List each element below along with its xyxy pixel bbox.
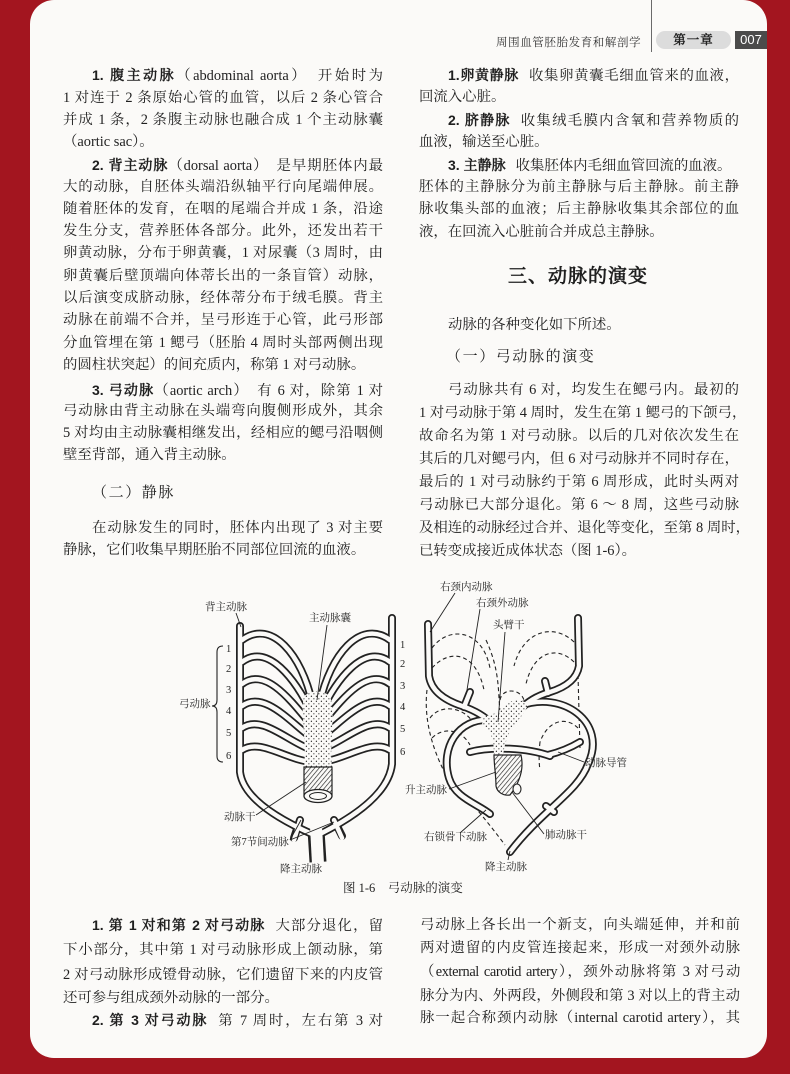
subheading-veins: （二）静脉	[92, 485, 176, 501]
line-text: （dorsal aorta） 是早期胚体内最	[168, 158, 383, 174]
arch-number: 3	[400, 681, 406, 692]
paragraph-line: 故命名为第 1 对弓动脉。以后的几对依次发生在	[419, 428, 739, 444]
paragraph-line: （aortic sac）。	[63, 134, 154, 150]
arch-number: 5	[226, 728, 232, 739]
chapter-badge: 第一章	[656, 31, 731, 49]
paragraph-line	[448, 110, 739, 130]
arch-number: 1	[226, 644, 232, 655]
term-label: 2. 背主动脉	[92, 157, 169, 173]
section-intro: 动脉的各种变化如下所述。	[448, 317, 621, 333]
label-right-internal-carotid: 右颈内动脉	[440, 582, 493, 593]
paragraph-line: 脉分为内、外两段，外侧段和第 3 对以上的背主动	[420, 988, 740, 1004]
paragraph-line: 其后的几对鳃弓内，但 6 对弓动脉并不同时存在，	[419, 451, 739, 467]
term-label: 1. 腹主动脉	[92, 67, 177, 83]
header-divider	[651, 0, 652, 52]
page-number: 007	[735, 31, 767, 49]
paragraph-line: 1 对连于 2 条原始心管的血管，以后 2 条心管合	[63, 90, 383, 106]
running-header-title: 周围血管胚胎发育和解剖学	[496, 35, 642, 49]
figure-caption: 图 1-6 弓动脉的演变	[343, 881, 463, 895]
paragraph-line: 脉一起合称颈内动脉（internal carotid artery），其	[420, 1010, 740, 1026]
paragraph-line: 发生分支，营养胚体各部分。此外，还发出若干	[63, 223, 383, 239]
term-label: 3. 弓动脉	[92, 382, 155, 398]
line-text: 收集绒毛膜内含氧和营养物质的	[520, 113, 739, 129]
paragraph-line: 已转变成接近成体状态（图 1-6）。	[419, 543, 637, 559]
paragraph-line: 在动脉发生的同时，胚体内出现了 3 对主要	[92, 520, 383, 536]
paragraph-line: 脉收集头部的血液；后主静脉收集其余部位的血	[419, 201, 739, 217]
line-text: （aortic arch） 有 6 对，除第 1 对	[154, 383, 383, 399]
paragraph-line: 胚体的主静脉分为前主静脉与后主静脉。前主静	[419, 179, 739, 195]
arch-number: 1	[400, 640, 406, 651]
figure-aortic-arch-evolution	[170, 572, 640, 882]
label-truncus-arteriosus: 动脉干	[224, 812, 256, 823]
term-label: 2. 脐静脉	[448, 112, 511, 128]
label-aortic-arches: 弓动脉	[179, 699, 211, 710]
label-ascending-aorta: 升主动脉	[405, 785, 447, 796]
paragraph-line: 下小部分，其中第 1 对弓动脉形成上颌动脉，第	[63, 942, 383, 958]
arch-number: 2	[400, 659, 406, 670]
paragraph-line: 1 对弓动脉于第 4 周时，发生在第 1 鳃弓的下颌弓，	[419, 405, 747, 421]
truncus-opening	[304, 790, 332, 803]
section-heading: 三、动脉的演变	[508, 266, 649, 287]
paragraph-line: 的圆柱状突起）的间充质内，称第 1 对弓动脉。	[63, 357, 366, 373]
paragraph-line	[92, 915, 383, 935]
paragraph-line	[448, 155, 739, 175]
paragraph-line: 两对遗留的内皮管连接起来，形成一对颈外动脉	[420, 940, 740, 956]
arch-number: 3	[226, 685, 232, 696]
paragraph-line: 弓动脉上各长出一个新支，向头端延伸，并和前	[420, 917, 740, 933]
label-pulmonary-trunk: 肺动脉干	[545, 830, 587, 841]
paragraph-line: 还可参与组成颈外动脉的一部分。	[63, 990, 279, 1006]
line-text: 大部分退化，留	[275, 918, 383, 934]
paragraph-line: 并成 1 条，2 条腹主动脉也融合成 1 个主动脉囊	[63, 112, 383, 128]
paragraph-line	[92, 380, 383, 400]
label-descending-aorta: 降主动脉	[280, 864, 322, 875]
term-label: 1.卵黄静脉	[448, 67, 519, 83]
paragraph-line	[448, 65, 739, 85]
paragraph-line: 大的动脉，自胚体头端沿纵轴平行向尾端伸展。	[63, 179, 383, 195]
arch-number: 4	[400, 702, 406, 713]
line-text: 收集胚体内毛细血管回流的血液。	[515, 158, 732, 174]
paragraph-line	[92, 155, 383, 175]
paragraph-line: 分血管埋在第 1 鳃弓（胚胎 4 周时头部两侧出现	[63, 335, 383, 351]
label-descending-aorta: 降主动脉	[485, 862, 527, 873]
paragraph-line: 卵黄动脉，分布于卵黄囊，1 对尿囊（3 周时，由	[63, 245, 383, 261]
paragraph-line: 以后演变成脐动脉，经体蒂分布于绒毛膜。背主	[63, 290, 383, 306]
label-right-subclavian: 右锁骨下动脉	[424, 832, 487, 843]
paragraph-line: 回流入心脏。	[419, 89, 506, 105]
paragraph-line: （external carotid artery），颈外动脉将第 3 对弓动	[420, 964, 740, 980]
arch-number: 6	[400, 747, 406, 758]
label-ductus-arteriosus: 动脉导管	[585, 758, 627, 769]
paragraph-line: 2 对弓动脉形成镫骨动脉，它们遗留下来的内皮管	[63, 967, 383, 983]
paragraph-line: 最后的 1 对弓动脉约于第 6 周形成，此时头两对	[419, 474, 739, 490]
arch-number: 6	[226, 751, 232, 762]
arch-number: 5	[400, 724, 406, 735]
paragraph-line: 血液，输送至心脏。	[419, 134, 549, 150]
brace	[212, 646, 223, 762]
right-common-carotid	[428, 624, 492, 724]
term-label: 2. 第 3 对弓动脉	[92, 1012, 209, 1028]
arch-number: 4	[226, 706, 232, 717]
term-label: 3. 主静脉	[448, 157, 506, 173]
vessel-outlines	[428, 618, 593, 852]
aortic-sac	[303, 692, 333, 769]
label-seventh-intersegmental: 第7节间动脉	[231, 837, 289, 848]
line-text: 第 7 周时，左右第 3 对	[218, 1013, 383, 1029]
paragraph-line: 弓动脉共有 6 对，均发生在鳃弓内。最初的	[448, 382, 739, 398]
paragraph-line: 随着胚体的发育，在咽的尾端合并成 1 条，沿途	[63, 201, 383, 217]
paragraph-line: 弓动脉由背主动脉在头端弯向腹侧形成外，其余	[63, 403, 383, 419]
label-aortic-sac: 主动脉囊	[309, 613, 351, 624]
label-brachiocephalic-trunk: 头臂干	[493, 620, 525, 631]
vessel-cut-end	[513, 784, 521, 794]
paragraph-line: 壁至背部，通入背主动脉。	[63, 447, 236, 463]
paragraph-line	[92, 1010, 383, 1030]
paragraph-line: 动脉在前端不合并，呈弓形连于心管，此弓形部	[63, 312, 383, 328]
term-label: 1. 第 1 对和第 2 对弓动脉	[92, 917, 266, 933]
early-stage-diagram	[179, 600, 406, 875]
late-stage-diagram	[405, 580, 627, 873]
paragraph-line: 卵黄囊后壁顶端向体蒂长出的一条盲管）动脉，	[63, 268, 383, 284]
line-text: （abdominal aorta） 开始时为	[176, 68, 383, 84]
paragraph-line: 弓动脉已大部分退化。第 6 ～ 8 周，这些弓动脉	[419, 497, 739, 513]
paragraph-line	[92, 65, 383, 85]
line-text: 收集卵黄囊毛细血管来的血液，	[528, 68, 739, 84]
label-dorsal-aorta: 背主动脉	[205, 602, 247, 613]
arch-number: 2	[226, 664, 232, 675]
paragraph-line: 静脉，它们收集早期胚胎不同部位回流的血液。	[63, 542, 366, 558]
label-right-external-carotid: 右颈外动脉	[476, 598, 529, 609]
subheading-arch-evolution: （一）弓动脉的演变	[446, 349, 596, 365]
paragraph-line: 5 对均由主动脉囊相继发出，经相应的鳃弓沿咽侧	[63, 425, 383, 441]
paragraph-line: 液，在回流入心脏前合并成总主静脉。	[419, 224, 664, 240]
paragraph-line: 及相连的动脉经过合并、退化等变化，至第 8 周时，	[419, 520, 750, 536]
